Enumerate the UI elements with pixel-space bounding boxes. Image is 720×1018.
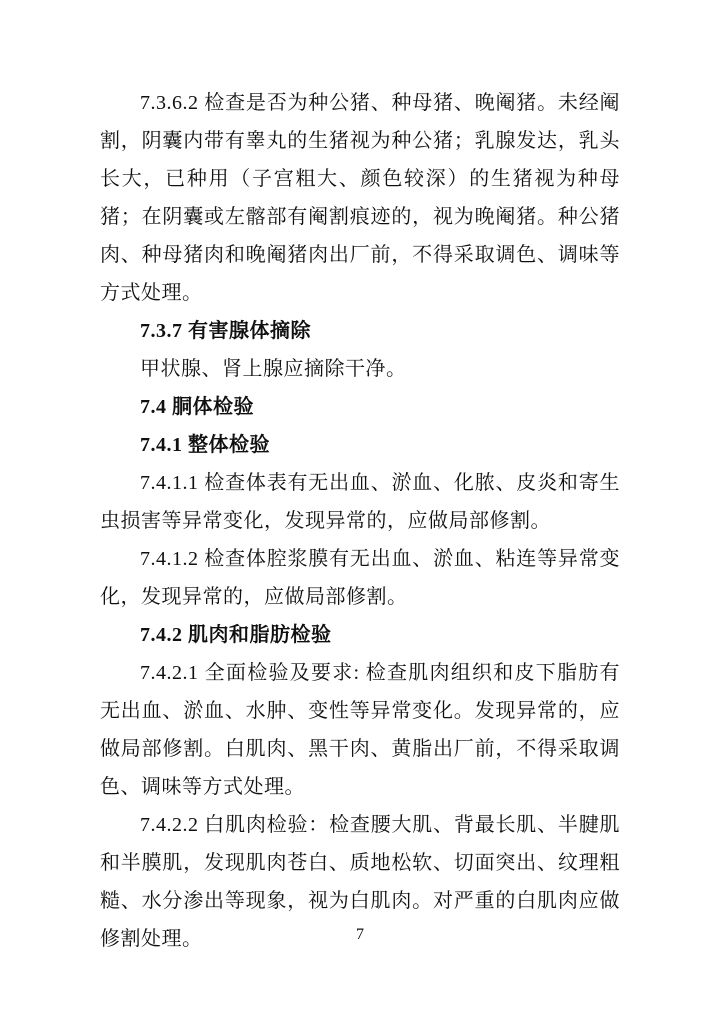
paragraph: 7.3.6.2 检查是否为种公猪、种母猪、晚阉猪。未经阉割，阴囊内带有睾丸的生猪视为种公猪；乳腺发达，乳头长大，已种用（子宫粗大、颜色较深）的生猪视为种母猪；在阴囊或左髂部有阉割痕迹的，视为晚阉猪。种公猪肉、种母猪肉和晚阉猪肉出厂前，不得采取调色、调味等方式处理。: [100, 92, 620, 304]
section-heading: 7.4 胴体检验: [140, 396, 254, 418]
section-heading: 7.4.2 肌肉和脂肪检验: [140, 624, 332, 646]
paragraph: 7.4.2.2 白肌肉检验：检查腰大肌、背最长肌、半腱肌和半膜肌，发现肌肉苍白、质地松软、切面突出、纹理粗糙、水分渗出等现象，视为白肌肉。对严重的白肌肉应做修割处理。: [100, 814, 620, 950]
page-number: 7: [356, 926, 364, 943]
paragraph: 7.4.1.2 检查体腔浆膜有无出血、淤血、粘连等异常变化，发现异常的，应做局部修割。: [100, 548, 620, 608]
paragraph: 7.4.2.1 全面检验及要求: 检查肌肉组织和皮下脂肪有无出血、淤血、水肿、变性等异常变化。发现异常的，应做局部修割。白肌肉、黑干肉、黄脂出厂前，不得采取调色、调味等方式处理。: [100, 662, 620, 798]
paragraph: 甲状腺、肾上腺应摘除干净。: [140, 358, 407, 380]
section-heading: 7.4.1 整体检验: [140, 434, 270, 456]
paragraph: 7.4.1.1 检查体表有无出血、淤血、化脓、皮炎和寄生虫损害等异常变化，发现异常的，应做局部修割。: [100, 472, 620, 532]
document-body: [100, 84, 620, 958]
section-heading: 7.3.7 有害腺体摘除: [140, 320, 311, 342]
page-footer: [0, 924, 720, 946]
